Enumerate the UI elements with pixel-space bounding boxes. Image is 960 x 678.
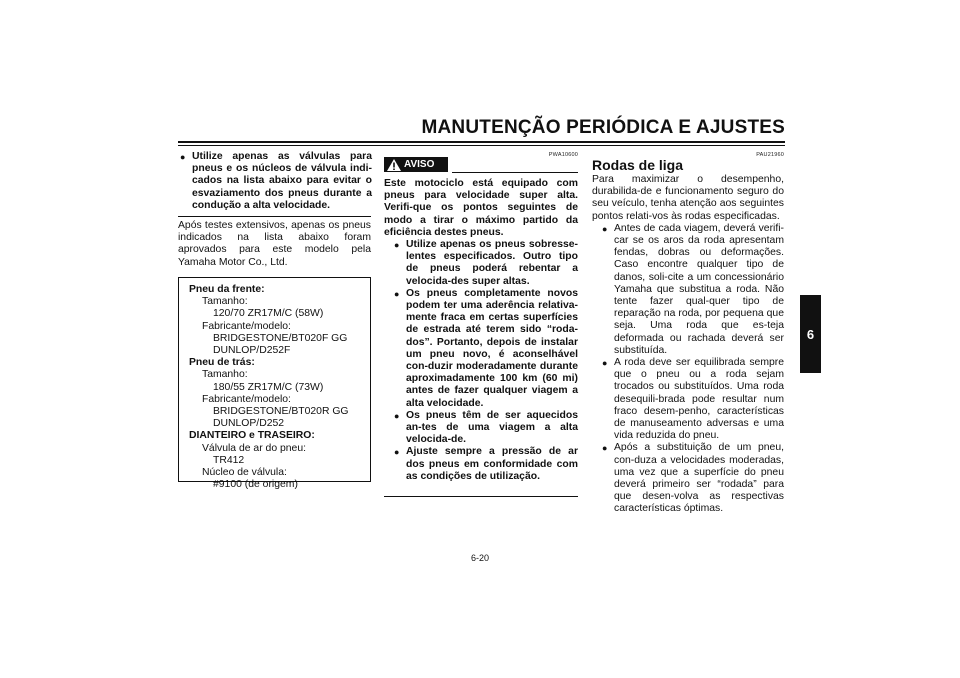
caution-end-rule [178,216,371,217]
section-code: PAU21960 [756,152,784,158]
rear-maker-label: Fabricante/modelo: [202,393,291,405]
chapter-tab: 6 [800,295,821,373]
core-label: Núcleo de válvula: [202,467,287,479]
section-intro: Para maximizar o desempenho, durabilida-de e funcionamento seguro do seu veículo, tenha atenção aos seguintes pontos relati-vos às rodas especificadas. [592,174,784,222]
bullet-icon: ● [394,447,400,458]
page-title: MANUTENÇÃO PERIÓDICA E AJUSTES [421,117,785,138]
tire-spec-box [178,277,371,491]
warning-code: PWA10600 [548,152,578,158]
wheel-bullet: ● Antes de cada viagem, deverá verifi-car se os aros da roda apresentam fendas, dobras ou deformações. Caso encontre qualquer tipo de danos, soli-cite a um concessionário Yamaha que substitua a roda. Não tente fazer qual-quer tipo de reparação na roda, por pequena que seja. Uma roda que es-teja deformada ou rachada deverá ser substituída. [602,222,784,356]
rear-size-value: 180/55 ZR17M/C (73W) [213,381,324,393]
rear-tire-heading: Pneu de trás: [189,357,255,369]
front-tire-heading: Pneu da frente: [189,284,265,295]
warning-intro: Este motociclo está equipado com pneus para velocidade super alta. Verifi-que os pontos seguintes de modo a tirar o máximo partido da eficiência destes pneus. [384,178,578,238]
bullet-icon: ● [602,223,608,234]
warning-top-rule [452,172,578,173]
section-body [592,174,784,516]
rear-model-2: DUNLOP/D252 [213,418,285,430]
valve-value: TR412 [213,454,245,466]
warning-body [384,178,578,483]
warning-bullet: ● Utilize apenas os pneus sobresse-lentes especificados. Outro tipo de pneus poderá rebentar a velocida-des super altas. [394,239,578,287]
warning-bottom-rule [384,496,578,497]
front-model-1: BRIDGESTONE/BT020F GG [213,332,348,344]
warning-bullet: ● Os pneus completamente novos podem ter uma aderência relativa-mente fraca em certas superfícies de estrada até terem sido “roda-dos”. Portanto, depois de instalar um pneu novo, é aconselhável con-duzir moderadamente durante aproximadamente 100 km (60 mi) antes de fazer qualquer viagem a alta velocidade. [394,287,578,409]
bullet-icon: ● [394,240,400,251]
front-maker-label: Fabricante/modelo: [202,320,291,332]
column-1 [180,151,372,212]
wheel-bullet: ● Após a substituição de um pneu, con-duza a velocidades moderadas, uma vez que a superfície do pneu deverá primeiro ser “rodada” para que desen-volva as respectivas características óptimas. [602,442,784,515]
warning-badge [384,157,448,172]
front-size-value: 120/70 ZR17M/C (58W) [213,308,324,320]
rear-size-label: Tamanho: [202,369,248,381]
valve-label: Válvula de ar do pneu: [202,442,306,454]
warning-bullet: ● Ajuste sempre a pressão de ar dos pneus em conformidade com as condições de utilização. [394,446,578,482]
both-heading: DIANTEIRO e TRASEIRO: [189,430,315,442]
rear-model-1: BRIDGESTONE/BT020R GG [213,406,349,418]
front-model-2: DUNLOP/D252F [213,345,291,357]
section-title: Rodas de liga [592,157,684,173]
bullet-icon: ● [394,288,400,299]
warning-triangle-icon [386,158,402,172]
core-value: #9100 (de origem) [213,479,298,491]
front-size-label: Tamanho: [202,296,248,308]
warning-badge-label: AVISO [404,159,435,170]
warning-bullet: ● Os pneus têm de ser aquecidos an-tes de uma viagem a alta velocida-de. [394,409,578,446]
header-rule-thin [178,145,785,146]
header-rule [178,141,785,143]
page-number: 6-20 [470,553,489,563]
wheel-bullet: ● A roda deve ser equilibrada sempre que o pneu ou a roda sejam trocados ou substituídos. Uma roda desequili-brada pode resultar num fraco desem-penho, características de manuseamento adversas e uma vida reduzida do pneu. [602,357,784,442]
caution-bullet: ● Utilize apenas as válvulas para pneus e os núcleos de válvula indi-cados na lista abaixo para evitar o esvaziamento dos pneus durante a condução a alta velocidade. [180,151,372,211]
bullet-icon: ● [602,358,608,369]
bullet-icon: ● [180,152,186,162]
bullet-icon: ● [394,410,400,421]
intro-paragraph: Após testes extensivos, apenas os pneus indicados na lista abaixo foram aprovados para este modelo pela Yamaha Motor Co., Ltd. [178,220,371,268]
bullet-icon: ● [602,443,608,454]
